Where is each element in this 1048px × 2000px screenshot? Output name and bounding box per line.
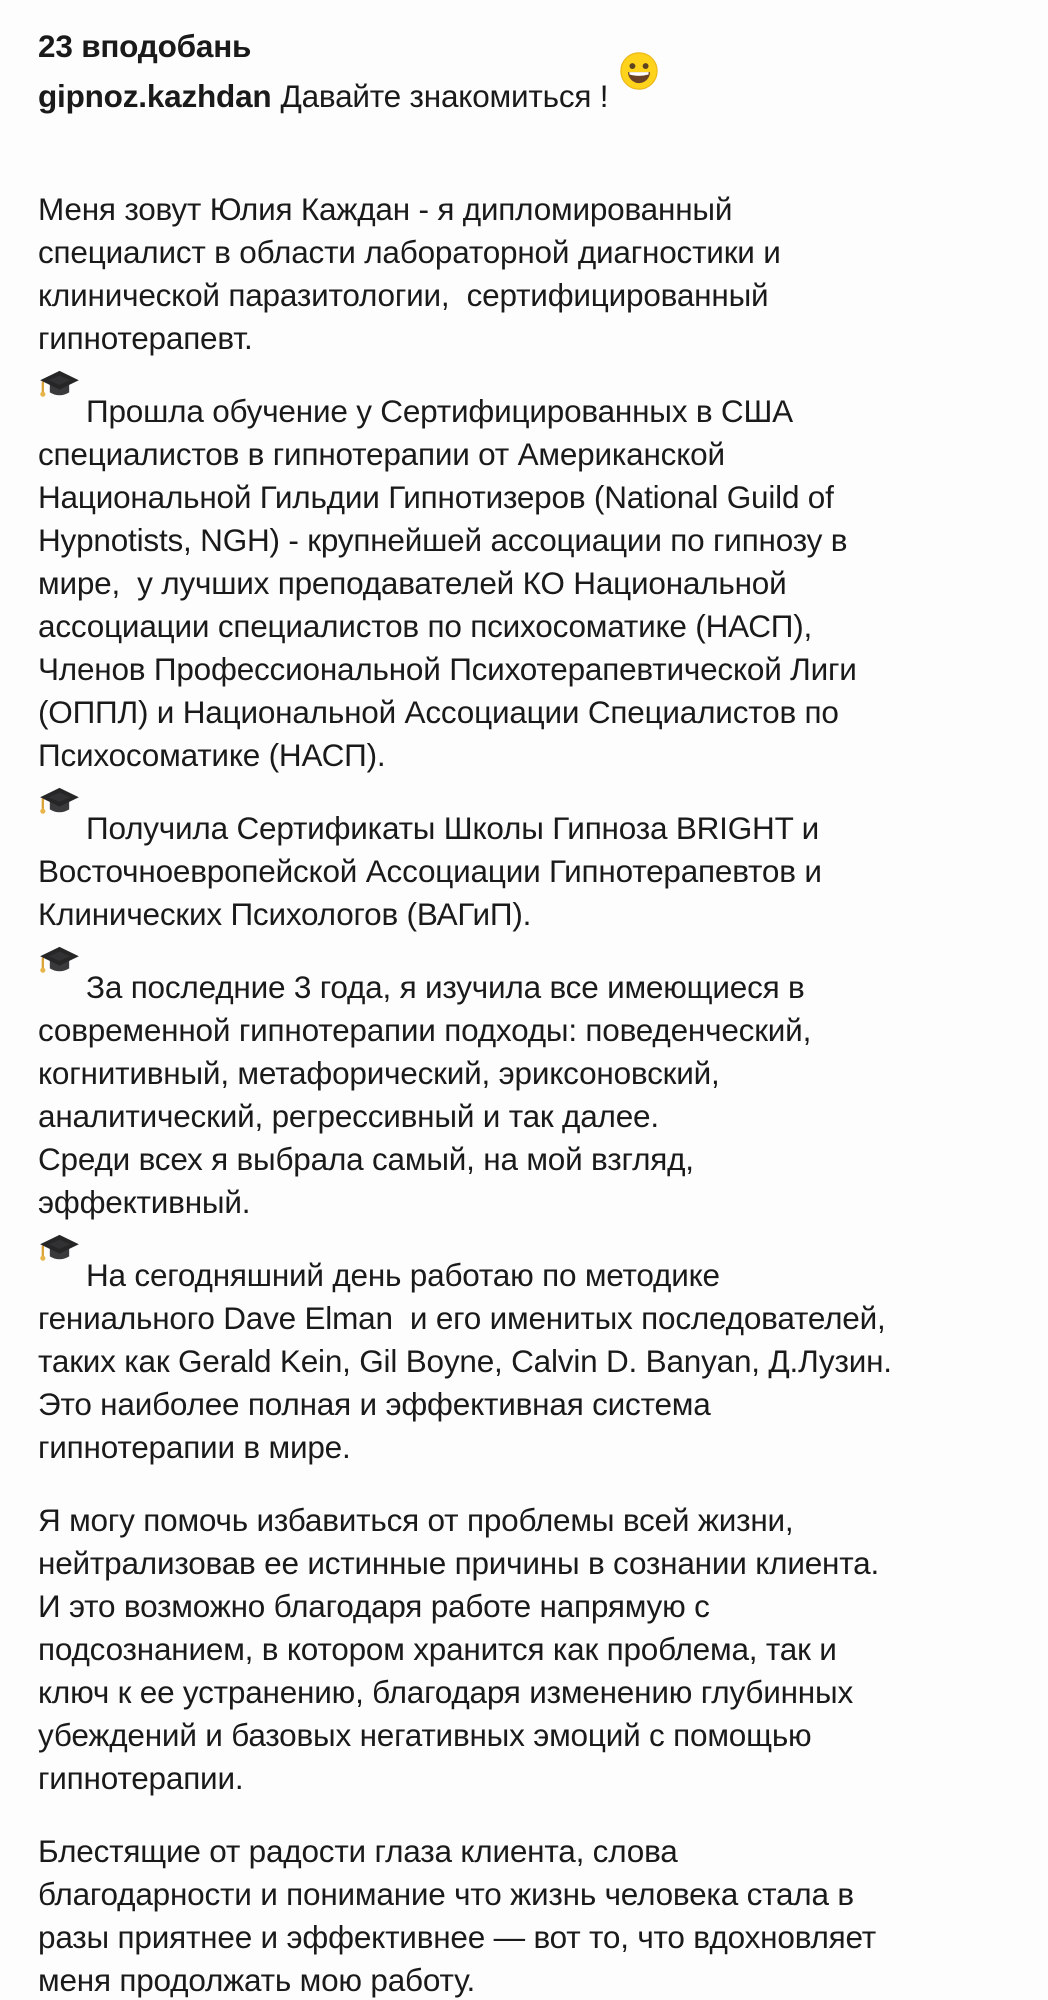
caption-line: Меня зовут Юлия Каждан - я дипломированный (38, 191, 733, 227)
caption-line: аналитический, регрессивный и так далее. (38, 1098, 659, 1134)
caption-paragraph (38, 1499, 1030, 1800)
caption-paragraph (38, 390, 1030, 777)
caption-intro-text: Давайте знакомиться ! (280, 78, 664, 114)
caption-line: специалистов в гипнотерапии от Американской (38, 436, 725, 472)
caption-line: разы приятнее и эффективнее — вот то, что вдохновляет (38, 1919, 877, 1955)
caption-line: Восточноевропейской Ассоциации Гипнотерапевтов и (38, 853, 822, 889)
caption-paragraphs (38, 188, 1030, 2000)
caption-line: гипнотерапевт. (38, 320, 253, 356)
caption-line: мире, у лучших преподавателей КО Национальной (38, 565, 787, 601)
caption-line: подсознанием, в котором хранится как проблема, так и (38, 1631, 837, 1667)
caption-line: ассоциации специалистов по психосоматике (НАСП), (38, 608, 813, 644)
graduation-cap-emoji (38, 392, 86, 422)
caption-line: Психосоматике (НАСП). (38, 737, 386, 773)
caption-line: гипнотерапии в мире. (38, 1429, 351, 1465)
caption-line: Это наиболее полная и эффективная система (38, 1386, 711, 1422)
caption-line: гениального Dave Elman и его именитых последователей, (38, 1300, 886, 1336)
caption-line: (ОППЛ) и Национальной Ассоциации Специалистов по (38, 694, 839, 730)
username-link[interactable]: gipnoz.kazhdan (38, 78, 272, 114)
caption-line: На сегодняшний день работаю по методике (38, 1254, 1030, 1297)
caption-line: За последние 3 года, я изучила все имеющиеся в (38, 966, 1030, 1009)
caption-paragraph (38, 807, 1030, 936)
caption-line: современной гипнотерапии подходы: поведенческий, (38, 1012, 812, 1048)
caption-paragraph (38, 188, 1030, 360)
graduation-cap-emoji (38, 809, 86, 839)
likes-count[interactable]: 23 вподобань (38, 28, 252, 64)
graduation-cap-emoji (38, 968, 86, 998)
caption-line: нейтрализовав ее истинные причины в сознании клиента. (38, 1545, 879, 1581)
caption-line: эффективный. (38, 1184, 251, 1220)
caption-line: когнитивный, метафорический, эриксоновский, (38, 1055, 720, 1091)
caption-line: Членов Профессиональной Психотерапевтической Лиги (38, 651, 857, 687)
caption-line: Среди всех я выбрала самый, на мой взгляд, (38, 1141, 694, 1177)
caption-line: специалист в области лабораторной диагностики и (38, 234, 781, 270)
caption-line: Национальной Гильдии Гипнотизеров (National Guild of (38, 479, 834, 515)
caption-paragraph (38, 966, 1030, 1224)
caption-line: гипнотерапии. (38, 1760, 244, 1796)
caption-line: Hypnotists, NGH) - крупнейшей ассоциации по гипнозу в (38, 522, 848, 558)
caption-line: Блестящие от радости глаза клиента, слова (38, 1833, 678, 1869)
caption-line: Клинических Психологов (ВАГиП). (38, 896, 532, 932)
caption-line: ключ к ее устранению, благодаря изменению глубинных (38, 1674, 853, 1710)
grinning-face-emoji (617, 77, 665, 107)
caption-line: меня продолжать мою работу. (38, 1962, 476, 1998)
caption-line: убеждений и базовых негативных эмоций с помощью (38, 1717, 812, 1753)
caption-line: благодарности и понимание что жизнь человека стала в (38, 1876, 854, 1912)
caption-paragraph (38, 1254, 1030, 1469)
caption-line: таких как Gerald Kein, Gil Boyne, Calvin D. Banyan, Д.Лузин. (38, 1343, 892, 1379)
caption-line: Прошла обучение у Сертифицированных в США (38, 390, 1030, 433)
caption-line: И это возможно благодаря работе напрямую с (38, 1588, 710, 1624)
caption-intro-line (38, 75, 1030, 118)
graduation-cap-emoji (38, 1256, 86, 1286)
caption-line: клинической паразитологии, сертифицированный (38, 277, 769, 313)
caption-line: Я могу помочь избавиться от проблемы всей жизни, (38, 1502, 794, 1538)
caption-paragraph (38, 1830, 1030, 2000)
caption-line: Получила Сертификаты Школы Гипноза BRIGHT и (38, 807, 1030, 850)
